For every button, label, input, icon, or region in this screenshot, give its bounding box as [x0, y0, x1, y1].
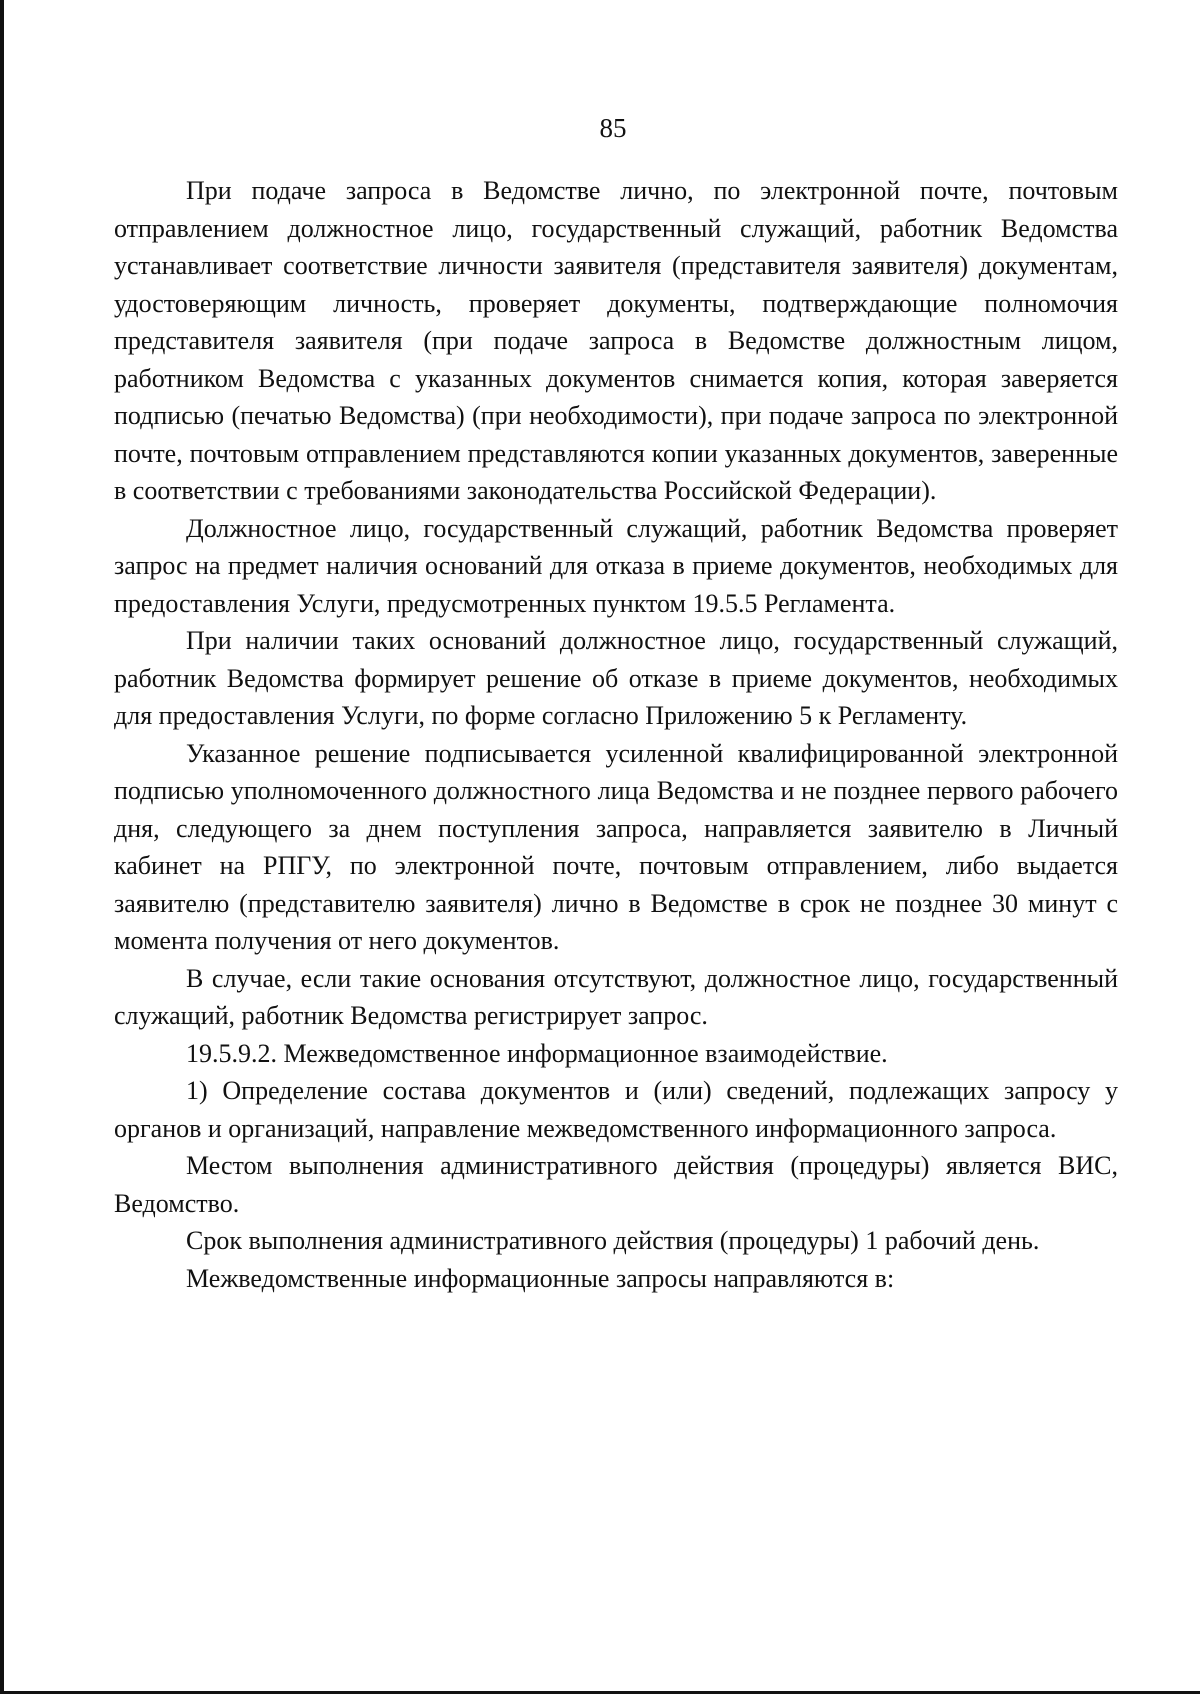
paragraph: При подаче запроса в Ведомстве лично, по электронной почте, почтовым отправлением должностное лицо, государственный служащий, работник Ведомства устанавливает соответствие личности заявителя (представителя заявителя) документам, удостоверяющим личность, проверяет документы, подтверждающие полномочия представителя заявителя (при подаче запроса в Ведомстве должностным лицом, работником Ведомства с указанных документов снимается копия, которая заверяется подписью (печатью Ведомства) (при необходимости), при подаче запроса по электронной почте, почтовым отправлением представляются копии указанных документов, заверенные в соответствии с требованиями законодательства Российской Федерации).	[114, 176, 1118, 505]
paragraph: В случае, если такие основания отсутствуют, должностное лицо, государственный служащий, работник Ведомства регистрирует запрос.	[114, 963, 1118, 1030]
paragraph: При наличии таких оснований должностное лицо, государственный служащий, работник Ведомства формирует решение об отказе в приеме документов, необходимых для предоставления Услуги, по форме согласно Приложению 5 к Регламенту.	[114, 626, 1118, 730]
paragraph: Должностное лицо, государственный служащий, работник Ведомства проверяет запрос на предмет наличия оснований для отказа в приеме документов, необходимых для предоставления Услуги, предусмотренных пунктом 19.5.5 Регламента.	[114, 513, 1118, 618]
paragraph: Местом выполнения административного действия (процедуры) является ВИС, Ведомство.	[114, 1151, 1118, 1218]
document-body	[114, 172, 1118, 1297]
paragraph: 19.5.9.2. Межведомственное информационное взаимодействие.	[186, 1038, 888, 1068]
paragraph: Межведомственные информационные запросы направляются в:	[186, 1263, 895, 1293]
paragraph: Срок выполнения административного действия (процедуры) 1 рабочий день.	[186, 1226, 1040, 1255]
paragraph: 1) Определение состава документов и (или) сведений, подлежащих запросу у органов и организаций, направление межведомственного информационного запроса.	[114, 1076, 1118, 1143]
scan-edge-left	[0, 0, 4, 1694]
paragraph: Указанное решение подписывается усиленной квалифицированной электронной подписью уполномоченного должностного лица Ведомства и не позднее первого рабочего дня, следующего за днем поступления запроса, направляется заявителю в Личный кабинет на РПГУ, по электронной почте, почтовым отправлением, либо выдается заявителю (представителю заявителя) лично в Ведомстве в срок не позднее 30 минут с момента получения от него документов.	[114, 738, 1118, 955]
page-number: 85	[599, 113, 627, 143]
